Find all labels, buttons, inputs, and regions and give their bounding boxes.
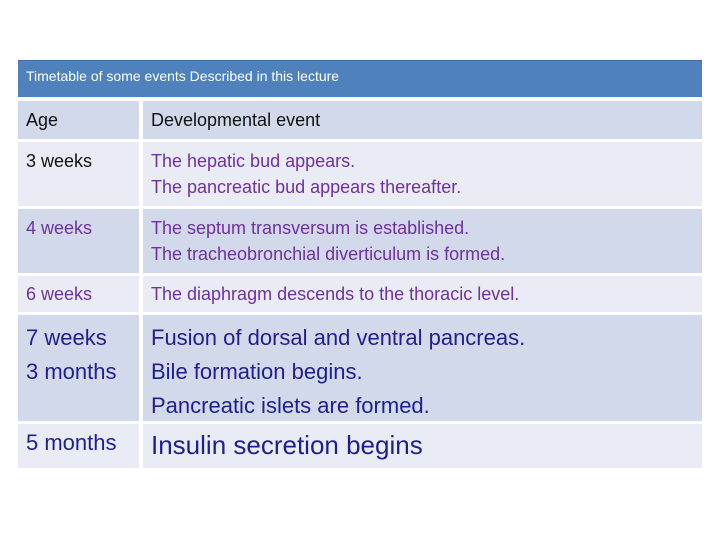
table-title: Timetable of some events Described in this lecture <box>18 60 702 97</box>
row-event <box>143 142 702 206</box>
event-line: The septum transversum is established. <box>151 218 470 238</box>
header-row <box>18 101 702 139</box>
event-line: Fusion of dorsal and ventral pancreas. <box>151 325 526 350</box>
table-row <box>18 142 702 206</box>
row-age: 5 months <box>18 424 139 468</box>
table-row <box>18 276 702 312</box>
event-line: The hepatic bud appears. <box>151 151 356 171</box>
row-event <box>143 424 702 468</box>
table-row <box>18 209 702 273</box>
event-line: The pancreatic bud appears thereafter. <box>151 177 462 197</box>
table-row <box>18 424 702 468</box>
age-line: 3 months <box>26 359 117 384</box>
row-age: 3 weeks <box>18 142 139 206</box>
row-age: 6 weeks <box>18 276 139 312</box>
header-age: Age <box>18 101 139 139</box>
row-event <box>143 209 702 273</box>
table-row <box>18 315 702 421</box>
age-line: 7 weeks <box>26 325 107 350</box>
event-line: The diaphragm descends to the thoracic level. <box>151 284 520 304</box>
timetable <box>18 60 702 471</box>
event-line: Bile formation begins. <box>151 359 363 384</box>
row-age <box>18 315 139 421</box>
event-line: Pancreatic islets are formed. <box>151 393 430 418</box>
row-event <box>143 315 702 421</box>
event-line: The tracheobronchial diverticulum is formed. <box>151 244 506 264</box>
event-line: Insulin secretion begins <box>151 430 423 460</box>
row-event <box>143 276 702 312</box>
header-event: Developmental event <box>143 101 702 139</box>
row-age: 4 weeks <box>18 209 139 273</box>
